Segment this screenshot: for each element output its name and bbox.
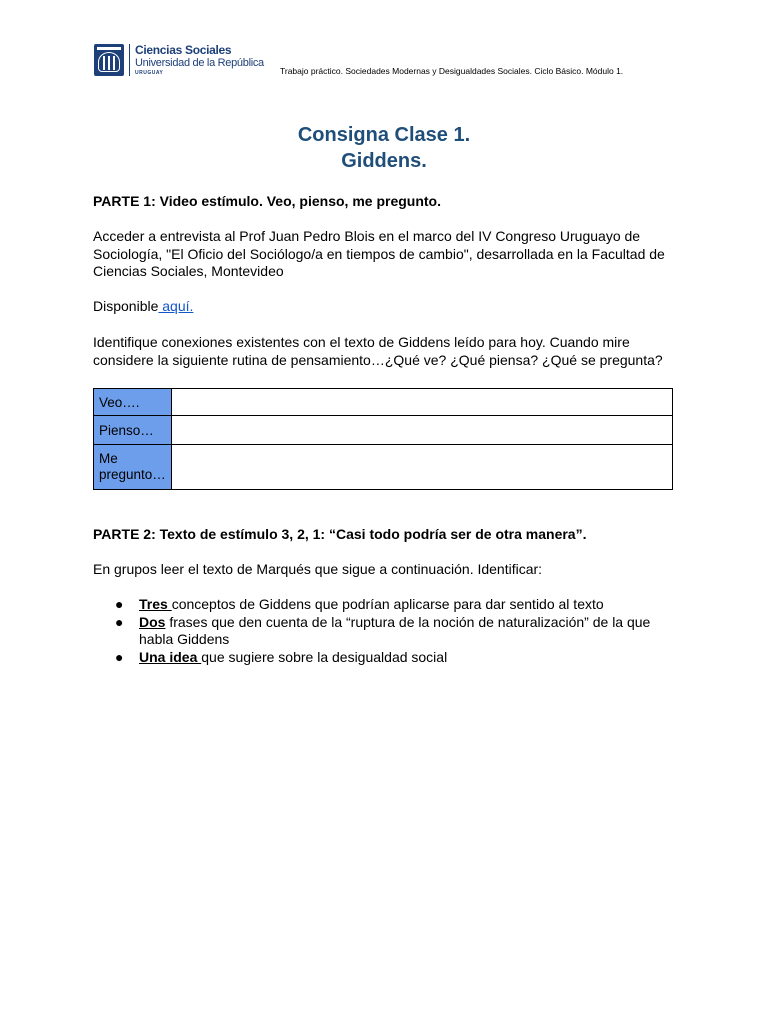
list-item bbox=[93, 596, 683, 614]
parte1-heading: PARTE 1: Video estímulo. Veo, pienso, me pregunto. bbox=[93, 193, 441, 209]
bullet-icon: ● bbox=[115, 596, 124, 612]
disponible-label: Disponible bbox=[93, 298, 159, 314]
veo-answer-cell[interactable] bbox=[171, 389, 672, 416]
logo-country: URUGUAY bbox=[135, 70, 164, 76]
parte1-intro: Acceder a entrevista al Prof Juan Pedro Blois en el marco del IV Congreso Uruguayo de Sociología, "El Oficio del Sociólogo/a en tiempos de cambio", desarrollada en la Facultad de Ciencias Sociales, Montevideo bbox=[93, 228, 665, 279]
pienso-answer-cell[interactable] bbox=[171, 416, 672, 445]
logo-university-name: Universidad de la República bbox=[135, 57, 264, 69]
list-item-text: conceptos de Giddens que podrían aplicarse para dar sentido al texto bbox=[171, 596, 604, 612]
parte1-disponible bbox=[93, 298, 683, 316]
logo-divider bbox=[129, 44, 130, 76]
thinking-routine-table bbox=[93, 388, 673, 490]
pregunto-label: Me pregunto… bbox=[94, 445, 172, 490]
university-seal-icon bbox=[94, 44, 124, 76]
veo-label: Veo…. bbox=[94, 389, 172, 416]
pregunto-answer-cell[interactable] bbox=[171, 445, 672, 490]
list-item-keyword: Una idea bbox=[139, 648, 202, 665]
university-logo bbox=[94, 44, 264, 77]
logo-faculty-name: Ciencias Sociales bbox=[135, 43, 232, 57]
list-item-keyword: Dos bbox=[139, 613, 166, 630]
header-note: Trabajo práctico. Sociedades Modernas y Desigualdades Sociales. Ciclo Básico. Módulo 1. bbox=[280, 66, 624, 76]
list-item-text: frases que den cuenta de la “ruptura de la noción de naturalización” de la que habla Giddens bbox=[139, 613, 651, 647]
document-subtitle: Giddens. bbox=[341, 150, 427, 172]
parte2-intro: En grupos leer el texto de Marqués que sigue a continuación. Identificar: bbox=[93, 561, 543, 577]
parte2-list bbox=[93, 596, 683, 666]
parte2-heading: PARTE 2: Texto de estímulo 3, 2, 1: “Casi todo podría ser de otra manera”. bbox=[93, 526, 587, 542]
list-item bbox=[93, 614, 683, 649]
table-row bbox=[94, 389, 673, 416]
bullet-icon: ● bbox=[115, 648, 124, 665]
bullet-icon: ● bbox=[115, 613, 124, 630]
document-title: Consigna Clase 1. bbox=[297, 124, 471, 146]
list-item bbox=[93, 649, 683, 667]
table-row bbox=[94, 445, 673, 490]
parte1-instrucciones: Identifique conexiones existentes con el texto de Giddens leído para hoy. Cuando mire considere la siguiente rutina de pensamiento…¿Qué ve? ¿Qué piensa? ¿Qué se pregunta? bbox=[93, 334, 663, 368]
logo-text bbox=[135, 44, 264, 77]
pienso-label: Pienso… bbox=[94, 416, 172, 445]
video-link[interactable]: aquí. bbox=[158, 298, 194, 314]
list-item-text: que sugiere sobre la desigualdad social bbox=[201, 648, 448, 665]
table-row bbox=[94, 416, 673, 445]
list-item-keyword: Tres bbox=[139, 596, 172, 612]
